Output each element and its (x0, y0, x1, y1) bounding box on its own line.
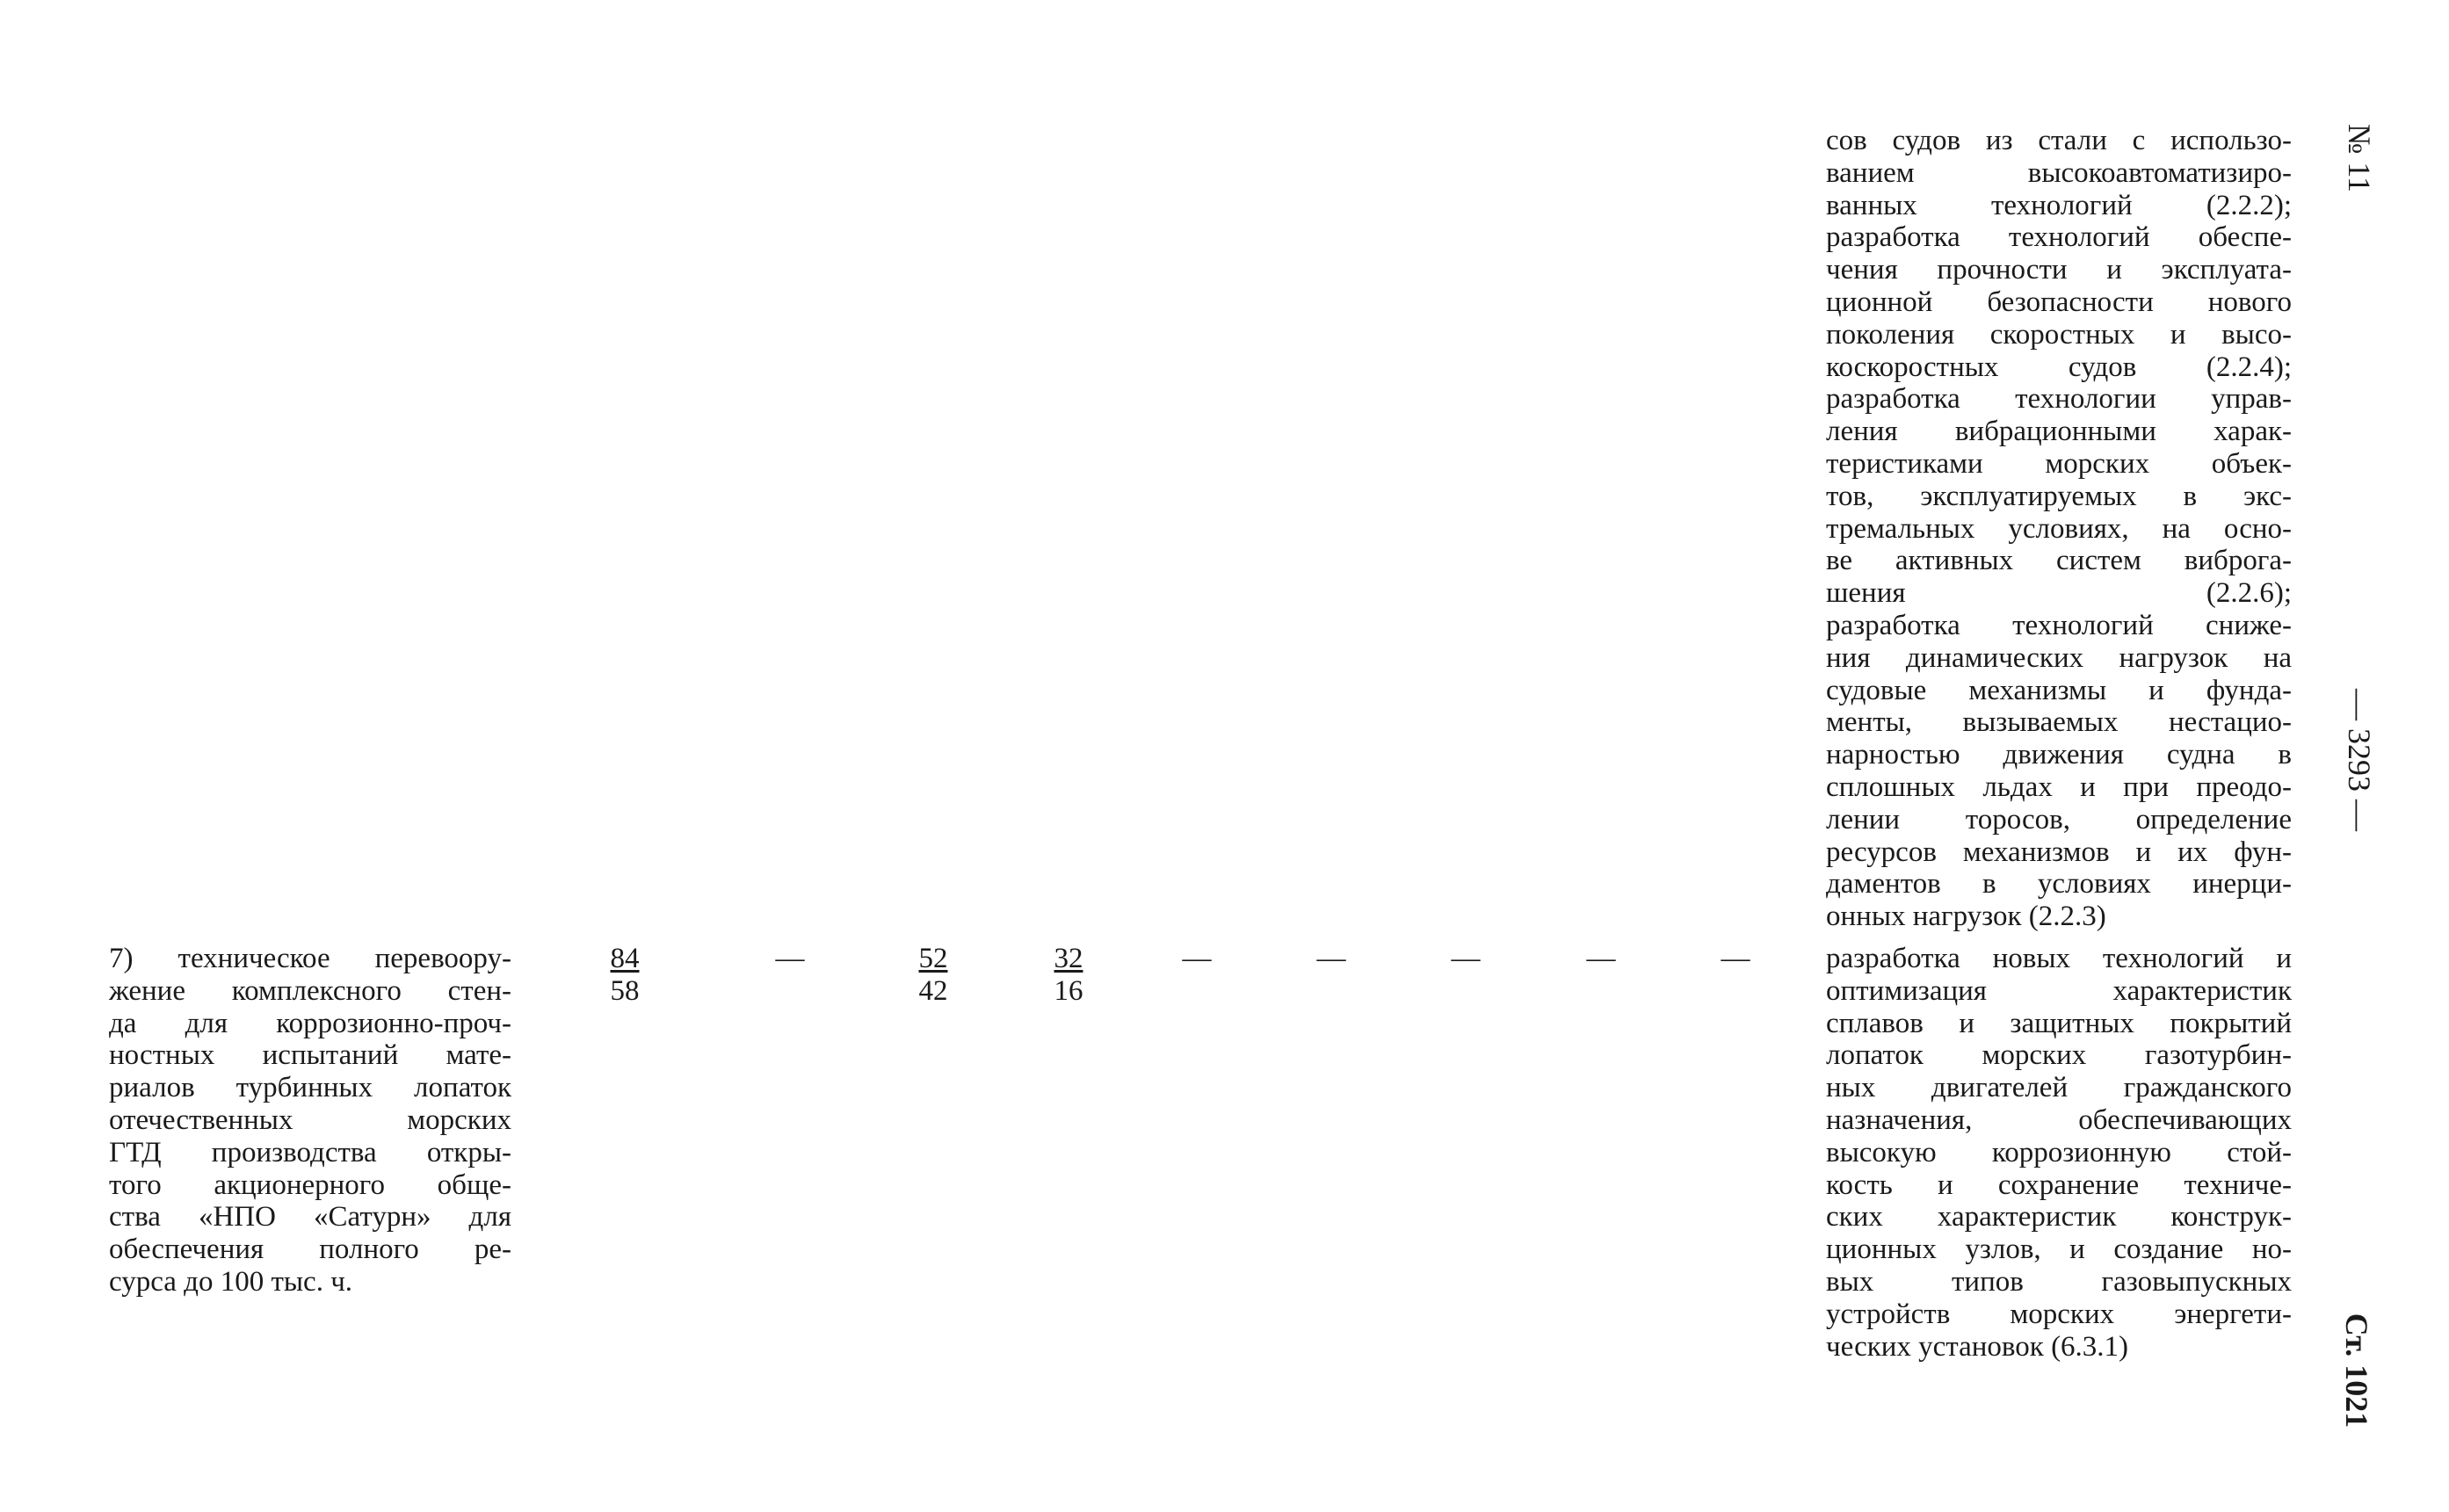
measure-7-col7-dash: — (1451, 943, 1481, 974)
article-number: Ст. 1021 (2339, 1313, 2374, 1429)
measure-7-description (109, 943, 511, 1299)
text-line: ционных узлов, и создание но- (1826, 1233, 2292, 1266)
text-line: судовые механизмы и фунда- (1826, 674, 2292, 706)
text-line: теристиками морских объек- (1826, 447, 2292, 480)
text-line: назначения, обеспечивающих (1826, 1103, 2292, 1136)
text-line: чения прочности и эксплуата- (1826, 254, 2292, 286)
text-line: ства «НПО «Сатурн» для (109, 1201, 511, 1233)
text-line: 7) техническое перевоору- (109, 943, 511, 974)
text-line: тремальных условиях, на осно- (1826, 512, 2292, 545)
text-line: жение комплексного стен- (109, 974, 511, 1007)
text-line: разработка технологий обеспе- (1826, 221, 2292, 254)
measure-7-col8-dash: — (1586, 943, 1616, 974)
col3-value-top: 52 (918, 943, 948, 974)
text-line: поколения скоростных и высо- (1826, 318, 2292, 351)
text-line: риалов турбинных лопаток (109, 1072, 511, 1104)
text-line: нарностью движения судна в (1826, 739, 2292, 771)
measure-7-research-direction (1826, 943, 2292, 1363)
text-line: ванием высокоавтоматизиро- (1826, 156, 2292, 189)
text-line: ния динамических нагрузок на (1826, 641, 2292, 674)
text-line: сплошных льдах и при преодо- (1826, 770, 2292, 803)
measure-7-col6-dash: — (1316, 943, 1346, 974)
text-line: отечественных морских (109, 1103, 511, 1136)
text-line: менты, вызываемых нестацио- (1826, 706, 2292, 739)
issue-number: № 11 (2342, 123, 2377, 192)
col4-value-bottom: 16 (1054, 974, 1083, 1007)
text-line: сов судов из стали с использо- (1826, 125, 2292, 156)
text-line: того акционерного обще- (109, 1168, 511, 1201)
text-line: ных двигателей гражданского (1826, 1072, 2292, 1104)
text-line: сплавов и защитных покрытий (1826, 1007, 2292, 1039)
page-number: — 3293 — (2342, 689, 2377, 831)
text-line: ления вибрационными харак- (1826, 416, 2292, 448)
text-line: ресурсов механизмов и их фун- (1826, 836, 2292, 868)
text-line: онных нагрузок (2.2.3) (1826, 901, 2106, 933)
measure-7-total (598, 943, 651, 1008)
col3-value-bottom: 42 (918, 974, 948, 1007)
text-line: тов, эксплуатируемых в экс- (1826, 480, 2292, 512)
measure-7-col3 (907, 943, 960, 1008)
text-line: ционной безопасности нового (1826, 286, 2292, 318)
text-line: вых типов газовыпускных (1826, 1265, 2292, 1298)
text-line: ванных технологий (2.2.2); (1826, 189, 2292, 221)
total-value-top: 84 (610, 943, 640, 974)
col4-value-top: 32 (1054, 943, 1083, 974)
text-line: коскоростных судов (2.2.4); (1826, 351, 2292, 383)
text-line: разработка новых технологий и (1826, 943, 2292, 974)
text-line: разработка технологии управ- (1826, 383, 2292, 416)
text-line: ГТД производства откры- (109, 1136, 511, 1168)
text-line: лопаток морских газотурбин- (1826, 1039, 2292, 1072)
text-line: да для коррозионно-проч- (109, 1007, 511, 1039)
text-line: оптимизация характеристик (1826, 974, 2292, 1007)
text-line: даментов в условиях инерци- (1826, 868, 2292, 901)
measure-7-col4 (1042, 943, 1095, 1008)
text-line: разработка технологий сниже- (1826, 609, 2292, 641)
text-line: шения (2.2.6); (1826, 577, 2292, 610)
text-line: высокую коррозионную стой- (1826, 1136, 2292, 1168)
text-line: кость и сохранение техниче- (1826, 1168, 2292, 1201)
measure-7-col5-dash: — (1182, 943, 1212, 974)
text-line: обеспечения полного ре- (109, 1233, 511, 1266)
text-line: устройств морских энергети- (1826, 1298, 2292, 1330)
text-line: ческих установок (6.3.1) (1826, 1330, 2129, 1363)
measure-7-col9-dash: — (1721, 943, 1750, 974)
text-line: ских характеристик конструк- (1826, 1201, 2292, 1233)
text-line: лении торосов, определение (1826, 803, 2292, 836)
text-line: сурса до 100 тыс. ч. (109, 1265, 353, 1298)
measure-7-col2-dash: — (775, 943, 805, 974)
text-line: ностных испытаний мате- (109, 1039, 511, 1072)
total-value-bottom: 58 (610, 974, 640, 1007)
research-directions-continued (1826, 125, 2292, 933)
text-line: ве активных систем виброга- (1826, 545, 2292, 577)
